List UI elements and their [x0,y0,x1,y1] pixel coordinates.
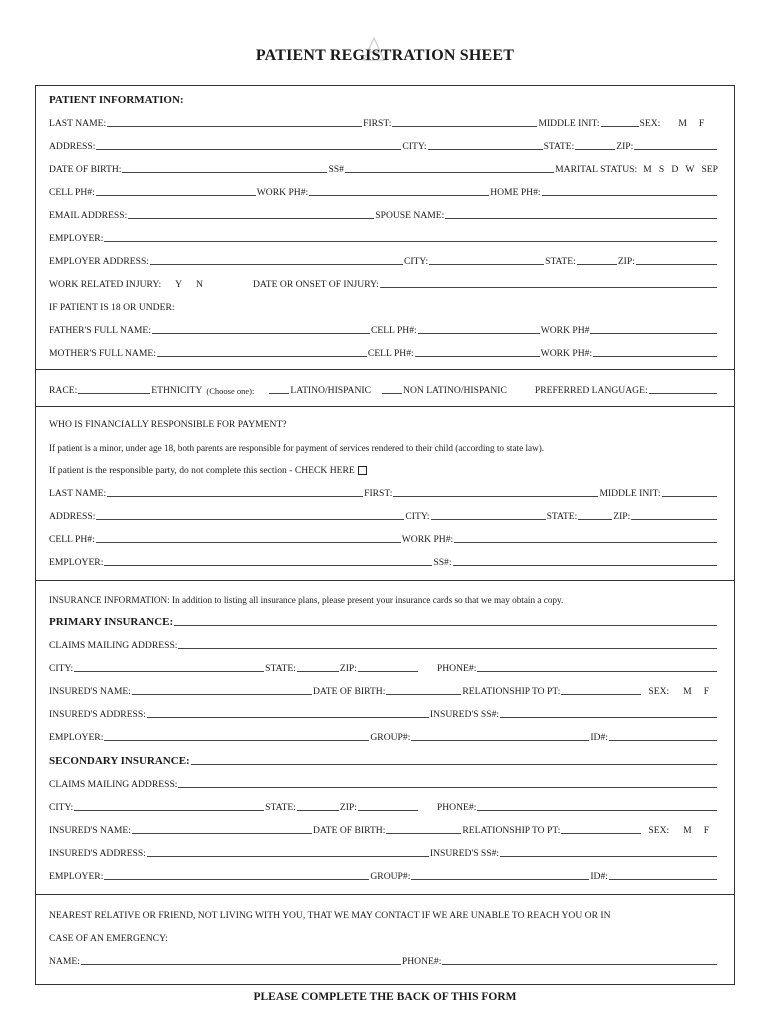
emergency-name-field[interactable] [81,964,401,965]
secondary-relationship-field[interactable] [561,833,641,834]
primary-insured-address-label: INSURED'S ADDRESS: [49,709,146,720]
secondary-state-label: STATE: [265,802,296,813]
preferred-language-label: PREFERRED LANGUAGE: [534,385,648,396]
primary-state-label: STATE: [265,663,296,674]
primary-city-field[interactable] [74,671,264,672]
page-title: PATIENT REGISTRATION SHEET [255,47,515,64]
race-field[interactable] [78,393,150,394]
emergency-name-label: NAME: [49,956,80,967]
primary-id-field[interactable] [609,740,717,741]
employer-city-field[interactable] [429,264,544,265]
mother-work-label: WORK PH#: [540,348,593,359]
resp-middle-init-field[interactable] [662,496,717,497]
emergency-note-line1: NEAREST RELATIVE OR FRIEND, NOT LIVING WITH YOU, THAT WE MAY CONTACT IF WE ARE UNABLE TO REACH YOU OR IN [49,910,611,921]
last-name-label: LAST NAME: [49,118,107,129]
cell-phone-label: CELL PH#: [49,187,95,198]
resp-cell-phone-field[interactable] [96,542,401,543]
resp-first-name-label: FIRST: [364,488,393,499]
resp-city-field[interactable] [431,519,546,520]
responsible-party-checkbox[interactable] [358,466,367,475]
sex-f-option[interactable]: F [698,118,705,129]
preferred-language-field[interactable] [649,393,717,394]
primary-insured-ss-label: INSURED'S SS#: [429,709,500,720]
employer-address-field[interactable] [150,264,403,265]
secondary-insurance-label: SECONDARY INSURANCE: [49,755,190,767]
secondary-dob-field[interactable] [386,833,461,834]
resp-first-name-field[interactable] [393,496,598,497]
dob-field[interactable] [122,172,327,173]
footer-note: PLEASE COMPLETE THE BACK OF THIS FORM [253,991,517,1003]
primary-sex-m-option[interactable]: M [683,686,692,697]
secondary-employer-field[interactable] [104,879,369,880]
resp-state-field[interactable] [578,519,612,520]
ss-label: SS# [328,164,344,175]
secondary-group-field[interactable] [411,879,589,880]
patient-information-section [35,85,735,370]
address-label: ADDRESS: [49,141,96,152]
resp-last-name-label: LAST NAME: [49,488,107,499]
emergency-contact-section [35,895,735,985]
spouse-name-field[interactable] [445,218,717,219]
home-phone-field[interactable] [542,195,717,196]
sex-label: SEX: [639,118,661,129]
secondary-relationship-label: RELATIONSHIP TO PT: [462,825,561,836]
father-work-label: WORK PH# [540,325,590,336]
resp-state-label: STATE: [546,511,578,522]
primary-dob-label: DATE OF BIRTH: [312,686,386,697]
ethnicity-choose-note: (Choose one): [206,386,255,396]
zip-field[interactable] [634,149,717,150]
minor-responsibility-note: If patient is a minor, under age 18, both parents are responsible for payment of services rendered to their child (according to state law). [49,443,545,453]
emergency-note-line2: CASE OF AN EMERGENCY: [49,933,168,944]
employer-zip-label: ZIP: [617,256,635,267]
home-phone-label: HOME PH#: [490,187,541,198]
father-name-label: FATHER'S FULL NAME: [49,325,151,336]
primary-group-label: GROUP#: [370,732,411,743]
employer-field[interactable] [104,241,717,242]
latino-option: LATINO/HISPANIC [290,385,372,396]
work-injury-no[interactable]: N [196,279,203,290]
primary-phone-label: PHONE#: [436,663,477,674]
work-phone-field[interactable] [309,195,489,196]
marital-status-label: MARITAL STATUS: [555,164,638,175]
primary-group-field[interactable] [411,740,589,741]
secondary-city-field[interactable] [74,810,264,811]
employer-city-label: CITY: [403,256,429,267]
employer-state-label: STATE: [545,256,576,267]
primary-state-field[interactable] [297,671,339,672]
secondary-phone-label: PHONE#: [436,802,477,813]
primary-dob-field[interactable] [386,694,461,695]
onset-field[interactable] [380,287,717,288]
financial-responsibility-section [35,407,735,581]
email-field[interactable] [128,218,374,219]
resp-zip-label: ZIP: [613,511,631,522]
secondary-insured-address-field[interactable] [147,856,429,857]
primary-relationship-label: RELATIONSHIP TO PT: [462,686,561,697]
secondary-employer-label: EMPLOYER: [49,871,104,882]
secondary-insured-name-field[interactable] [132,833,312,834]
first-name-label: FIRST: [363,118,392,129]
resp-ss-field[interactable] [453,565,717,566]
onset-label: DATE OR ONSET OF INJURY: [252,279,379,290]
primary-insurance-label: PRIMARY INSURANCE: [49,616,174,628]
sex-m-option[interactable]: M [678,118,687,129]
secondary-zip-label: ZIP: [339,802,357,813]
watermark-logo [360,34,388,64]
city-label: CITY: [402,141,427,152]
resp-work-phone-field[interactable] [454,542,717,543]
resp-employer-label: EMPLOYER: [49,557,104,568]
primary-id-label: ID#: [590,732,608,743]
state-label: STATE: [543,141,575,152]
resp-address-field[interactable] [96,519,404,520]
secondary-claims-address-field[interactable] [178,787,717,788]
responsible-party-note: If patient is the responsible party, do not complete this section - CHECK HERE [49,465,355,476]
emergency-phone-label: PHONE#: [401,956,442,967]
primary-claims-address-label: CLAIMS MAILING ADDRESS: [49,640,178,651]
insurance-section [35,581,735,895]
secondary-insured-address-label: INSURED'S ADDRESS: [49,848,146,859]
secondary-state-field[interactable] [297,810,339,811]
state-field[interactable] [575,149,615,150]
primary-phone-field[interactable] [477,671,717,672]
employer-zip-field[interactable] [636,264,717,265]
address-field[interactable] [96,149,401,150]
secondary-id-field[interactable] [609,879,717,880]
secondary-dob-label: DATE OF BIRTH: [312,825,386,836]
primary-relationship-field[interactable] [561,694,641,695]
resp-work-phone-label: WORK PH#: [401,534,454,545]
employer-address-label: EMPLOYER ADDRESS: [49,256,149,267]
dob-label: DATE OF BIRTH: [49,164,122,175]
financial-heading: WHO IS FINANCIALLY RESPONSIBLE FOR PAYMENT? [49,419,287,430]
father-cell-label: CELL PH#: [370,325,417,336]
middle-init-field[interactable] [601,126,639,127]
insurance-heading: INSURANCE INFORMATION: In addition to listing all insurance plans, please present your insurance cards so that we may obtain a copy. [49,595,564,605]
minor-note: IF PATIENT IS 18 OR UNDER: [49,302,175,313]
primary-sex-f-option[interactable]: F [703,686,710,697]
race-label: RACE: [49,385,78,396]
mother-cell-label: CELL PH#: [367,348,414,359]
secondary-insured-name-label: INSURED'S NAME: [49,825,131,836]
secondary-insurance-field[interactable] [191,764,717,765]
mother-name-label: MOTHER'S FULL NAME: [49,348,156,359]
secondary-claims-address-label: CLAIMS MAILING ADDRESS: [49,779,178,790]
middle-init-label: MIDDLE INIT: [538,118,600,129]
secondary-group-label: GROUP#: [370,871,411,882]
primary-zip-label: ZIP: [339,663,357,674]
primary-sex-label: SEX: [648,686,670,697]
primary-insured-ss-field[interactable] [500,717,717,718]
primary-insured-name-label: INSURED'S NAME: [49,686,131,697]
last-name-field[interactable] [107,126,362,127]
secondary-sex-m-option[interactable]: M [683,825,692,836]
secondary-id-label: ID#: [590,871,608,882]
father-cell-field[interactable] [418,333,540,334]
work-injury-yes[interactable]: Y [175,279,183,290]
employer-state-field[interactable] [577,264,617,265]
work-phone-label: WORK PH#: [256,187,309,198]
spouse-name-label: SPOUSE NAME: [375,210,445,221]
primary-insurance-field[interactable] [174,625,717,626]
non-latino-check-line[interactable] [382,393,402,394]
secondary-insured-ss-field[interactable] [500,856,717,857]
resp-cell-phone-label: CELL PH#: [49,534,95,545]
father-work-field[interactable] [590,333,717,334]
secondary-sex-f-option[interactable]: F [703,825,710,836]
city-field[interactable] [428,149,543,150]
cell-phone-field[interactable] [96,195,256,196]
employer-label: EMPLOYER: [49,233,104,244]
secondary-zip-field[interactable] [358,810,418,811]
resp-city-label: CITY: [405,511,430,522]
secondary-insured-ss-label: INSURED'S SS#: [429,848,500,859]
latino-check-line[interactable] [269,393,289,394]
resp-address-label: ADDRESS: [49,511,96,522]
primary-city-label: CITY: [49,663,74,674]
section-heading: PATIENT INFORMATION: [49,94,184,106]
zip-label: ZIP: [616,141,634,152]
primary-insured-address-field[interactable] [147,717,429,718]
secondary-sex-label: SEX: [648,825,670,836]
secondary-city-label: CITY: [49,802,74,813]
resp-employer-field[interactable] [104,565,432,566]
resp-zip-field[interactable] [631,519,717,520]
marital-status-options[interactable]: M S D W SEP [643,164,718,175]
secondary-phone-field[interactable] [477,810,717,811]
primary-zip-field[interactable] [358,671,418,672]
first-name-field[interactable] [392,126,537,127]
race-ethnicity-section [35,370,735,407]
email-label: EMAIL ADDRESS: [49,210,128,221]
primary-employer-field[interactable] [104,740,369,741]
resp-ss-label: SS#: [433,557,452,568]
father-name-field[interactable] [152,333,370,334]
ethnicity-label: ETHNICITY [151,385,203,396]
work-injury-label: WORK RELATED INJURY: [49,279,162,290]
ss-field[interactable] [345,172,554,173]
resp-last-name-field[interactable] [107,496,363,497]
primary-insured-name-field[interactable] [132,694,312,695]
mother-work-field[interactable] [593,356,717,357]
primary-claims-address-field[interactable] [178,648,717,649]
resp-middle-init-label: MIDDLE INIT: [599,488,661,499]
mother-name-field[interactable] [157,356,367,357]
emergency-phone-field[interactable] [442,964,717,965]
mother-cell-field[interactable] [415,356,540,357]
non-latino-option: NON LATINO/HISPANIC [403,385,507,396]
primary-employer-label: EMPLOYER: [49,732,104,743]
